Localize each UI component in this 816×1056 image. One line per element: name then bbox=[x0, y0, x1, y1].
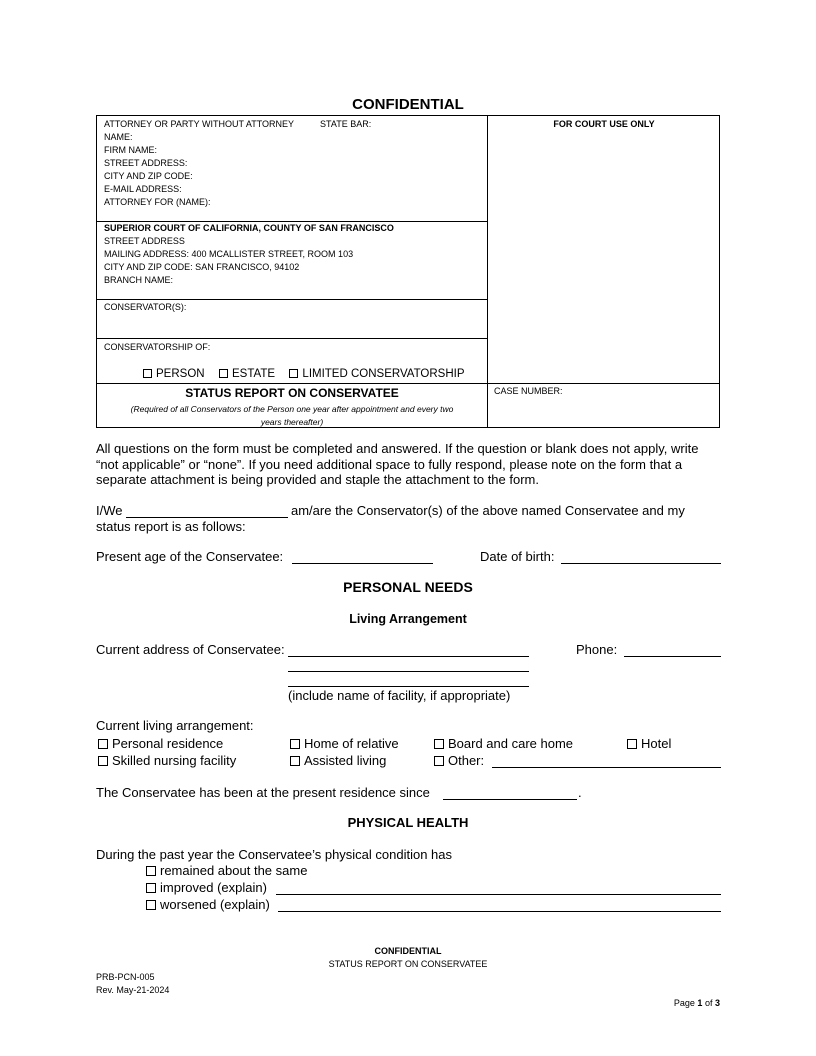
state-bar-label: STATE BAR: bbox=[320, 119, 372, 129]
caption-box bbox=[96, 115, 720, 428]
checkbox-icon bbox=[146, 866, 156, 876]
iwe-suffix: am/are the Conservator(s) of the above named Conservatee and my bbox=[291, 503, 685, 518]
address-blank-2[interactable] bbox=[288, 671, 529, 672]
checkbox-icon bbox=[627, 739, 637, 749]
checkbox-icon bbox=[290, 739, 300, 749]
checkbox-icon bbox=[219, 369, 228, 378]
footer-title: STATUS REPORT ON CONSERVATEE bbox=[328, 959, 488, 969]
form-id: PRB-PCN-005 bbox=[96, 972, 155, 982]
checkbox-icon bbox=[146, 883, 156, 893]
assisted-living-checkbox[interactable]: Assisted living bbox=[290, 753, 386, 769]
report-title: STATUS REPORT ON CONSERVATEE bbox=[185, 386, 399, 400]
condition-label: During the past year the Conservatee’s physical condition has bbox=[96, 847, 453, 862]
footer-confidential: CONFIDENTIAL bbox=[374, 946, 442, 956]
court-city: CITY AND ZIP CODE: SAN FRANCISCO, 94102 bbox=[104, 262, 300, 272]
court-mailing: MAILING ADDRESS: 400 MCALLISTER STREET, ROOM 103 bbox=[104, 249, 354, 259]
skilled-nursing-checkbox[interactable]: Skilled nursing facility bbox=[98, 753, 236, 769]
age-blank[interactable] bbox=[292, 563, 433, 564]
improved-checkbox[interactable]: improved (explain) bbox=[146, 880, 267, 896]
checkbox-icon bbox=[98, 739, 108, 749]
checkbox-icon bbox=[98, 756, 108, 766]
court-branch: BRANCH NAME: bbox=[104, 275, 174, 285]
address-blank-3[interactable] bbox=[288, 686, 529, 687]
board-care-checkbox[interactable]: Board and care home bbox=[434, 736, 573, 752]
report-subtitle: (Required of all Conservators of the Person one year after appointment and every two years thereafter) bbox=[130, 404, 454, 427]
court-street: STREET ADDRESS bbox=[104, 236, 185, 246]
improved-blank[interactable] bbox=[276, 894, 721, 895]
attorney-label: ATTORNEY OR PARTY WITHOUT ATTORNEY bbox=[104, 119, 295, 129]
court-name: SUPERIOR COURT OF CALIFORNIA, COUNTY OF SAN FRANCISCO bbox=[104, 223, 394, 233]
period: . bbox=[578, 785, 582, 800]
address-label: Current address of Conservatee: bbox=[96, 642, 285, 657]
attorney-for-field[interactable]: ATTORNEY FOR (NAME): bbox=[104, 197, 211, 207]
personal-residence-checkbox[interactable]: Personal residence bbox=[98, 736, 223, 752]
case-number-field[interactable]: CASE NUMBER: bbox=[494, 386, 563, 396]
physical-health-heading: PHYSICAL HEALTH bbox=[347, 815, 469, 830]
revision: Rev. May-21-2024 bbox=[96, 985, 170, 995]
phone-label: Phone: bbox=[576, 642, 618, 657]
conservators-field[interactable]: CONSERVATOR(S): bbox=[104, 302, 187, 312]
dob-label: Date of birth: bbox=[480, 549, 555, 564]
checkbox-icon bbox=[146, 900, 156, 910]
residence-since-label: The Conservatee has been at the present residence since bbox=[96, 785, 430, 800]
court-use-label: FOR COURT USE ONLY bbox=[553, 119, 655, 129]
attorney-name-field[interactable]: NAME: bbox=[104, 132, 133, 142]
conservatorship-options bbox=[143, 368, 465, 380]
checkbox-icon bbox=[434, 739, 444, 749]
personal-needs-heading: PERSONAL NEEDS bbox=[343, 579, 473, 595]
worsened-blank[interactable] bbox=[278, 911, 721, 912]
attorney-block bbox=[104, 118, 484, 209]
phone-blank[interactable] bbox=[624, 656, 721, 657]
address-blank-1[interactable] bbox=[288, 656, 529, 657]
iwe-line2: status report is as follows: bbox=[96, 519, 246, 534]
street-address-field[interactable]: STREET ADDRESS: bbox=[104, 158, 188, 168]
other-blank[interactable] bbox=[492, 767, 721, 768]
home-of-relative-checkbox[interactable]: Home of relative bbox=[290, 736, 399, 752]
iwe-prefix: I/We bbox=[96, 503, 123, 518]
hotel-checkbox[interactable]: Hotel bbox=[627, 736, 671, 752]
living-arrangement-heading: Living Arrangement bbox=[349, 612, 467, 626]
dob-blank[interactable] bbox=[561, 563, 721, 564]
page-number: Page 1 of 3 bbox=[673, 998, 720, 1008]
conservator-name-blank[interactable] bbox=[126, 517, 288, 518]
instructions: All questions on the form must be completed and answered. If the question or blank does not apply, write “not applicable” or “none”. If you need additional space to fully respond, please note on the form that a separate attachment is being provided and staple the attachment to the form. bbox=[96, 441, 699, 487]
remained-checkbox[interactable]: remained about the same bbox=[146, 863, 307, 879]
checkbox-icon bbox=[289, 369, 298, 378]
page-title: CONFIDENTIAL bbox=[352, 96, 464, 113]
limited-conservatorship-checkbox[interactable]: LIMITED CONSERVATORSHIP bbox=[289, 368, 464, 380]
address-note: (include name of facility, if appropriate) bbox=[288, 688, 511, 703]
city-zip-field[interactable]: CITY AND ZIP CODE: bbox=[104, 171, 193, 181]
firm-name-field[interactable]: FIRM NAME: bbox=[104, 145, 157, 155]
person-checkbox[interactable]: PERSON bbox=[143, 368, 205, 380]
current-living-label: Current living arrangement: bbox=[96, 718, 254, 733]
other-checkbox[interactable]: Other: bbox=[434, 753, 484, 769]
residence-since-blank[interactable] bbox=[443, 799, 577, 800]
age-label: Present age of the Conservatee: bbox=[96, 549, 284, 564]
email-field[interactable]: E-MAIL ADDRESS: bbox=[104, 184, 182, 194]
checkbox-icon bbox=[290, 756, 300, 766]
checkbox-icon bbox=[434, 756, 444, 766]
conservatorship-label: CONSERVATORSHIP OF: bbox=[104, 342, 211, 352]
worsened-checkbox[interactable]: worsened (explain) bbox=[146, 897, 270, 913]
court-block bbox=[104, 222, 484, 287]
estate-checkbox[interactable]: ESTATE bbox=[219, 368, 275, 380]
checkbox-icon bbox=[143, 369, 152, 378]
